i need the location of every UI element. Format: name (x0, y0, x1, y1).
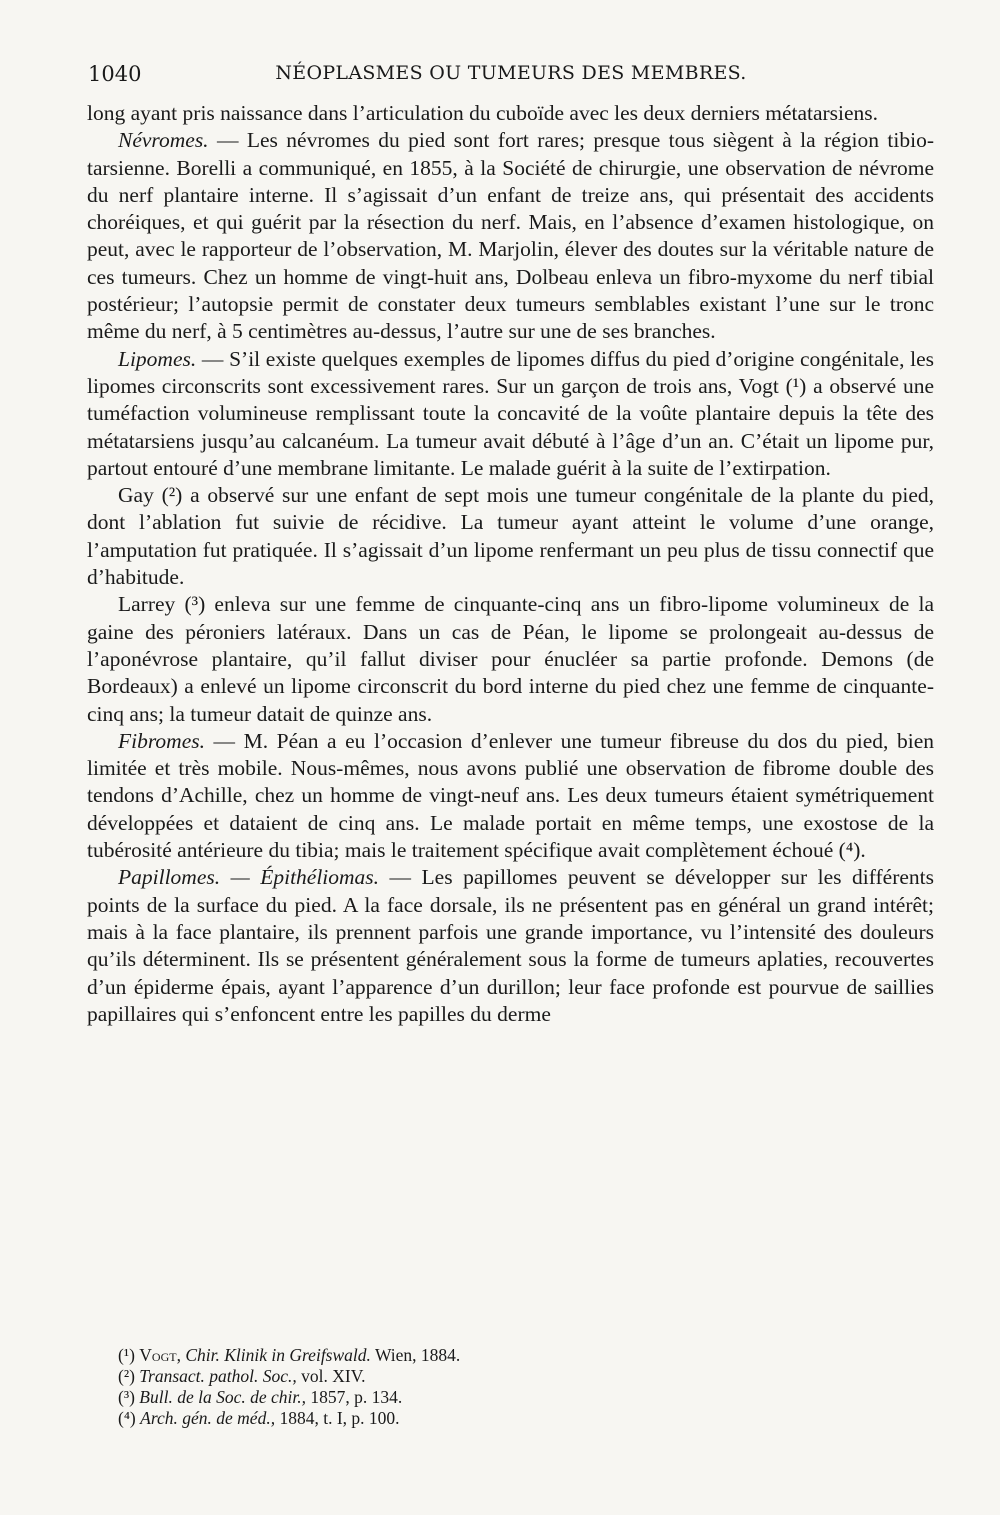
section-heading: Névromes. (118, 128, 209, 153)
paragraph-continuation: long ayant pris naissance dans l’articulation du cuboïde avec les deux derniers métatarsiens. (87, 101, 879, 125)
footnotes (118, 1345, 934, 1429)
body-text (87, 100, 934, 1028)
page-number: 1040 (88, 62, 142, 86)
paragraph-fibromes: Fibromes. — M. Péan a eu l’occasion d’enlever une tumeur fibreuse du dos du pied, bien limitée et très mobile. Nous-mêmes, nous avons publié une observation de fibrome double des tendons d’Achille, chez un homme de vingt-neuf ans. Les deux tumeurs étaient symétriquement développées et dataient de cinq ans. Le malade portait en même temps, une exostose de la tubérosité antérieure du tibia; mais le traitement spécifique avait complètement échoué (⁴). (87, 728, 934, 863)
footnote-2: (²) Transact. pathol. Soc., vol. XIV. (118, 1366, 366, 1386)
paragraph-larrey: Larrey (³) enleva sur une femme de cinquante-cinq ans un fibro-lipome volumineux de la gaine des péroniers latéraux. Dans un cas de Péan, le lipome se prolongeait au-dessus de l’aponévrose plantaire, qu’il fallut diviser pour énucléer sa partie profonde. Demons (de Bordeaux) a enlevé un lipome circonscrit du bord interne du pied chez une femme de cinquante-cinq ans; la tumeur datait de quinze ans. (87, 592, 934, 726)
footnote-3: (³) Bull. de la Soc. de chir., 1857, p. 134. (118, 1387, 403, 1407)
section-heading: Fibromes. (118, 728, 205, 753)
paragraph-papillomes: Papillomes. — Épithéliomas. — Les papillomes peuvent se développer sur les différents points de la surface du pied. A la face dorsale, ils ne présentent pas en général un grand intérêt; mais à la face plantaire, ils prennent parfois une grande importance, vu l’intensité des douleurs qu’ils déterminent. Ils se présentent généralement sous la forme de tumeurs aplaties, recouvertes d’un épiderme épais, ayant l’apparence d’un durillon; leur face profonde est pourvue de saillies papillaires qui s’enfoncent entre les papilles du derme (87, 865, 934, 1026)
paragraph-gay: Gay (²) a observé sur une enfant de sept mois une tumeur congénitale de la plante du pied, dont l’ablation fut suivie de récidive. La tumeur ayant atteint le volume d’une orange, l’amputation fut pratiquée. Il s’agissait d’un lipome renfermant un peu plus de tissu connectif que d’habitude. (87, 483, 934, 590)
section-heading: Papillomes. — Épithéliomas. (118, 865, 380, 890)
paragraph-nevromes: Névromes. — Les névromes du pied sont fort rares; presque tous siègent à la région tibio-tarsienne. Borelli a communiqué, en 1855, à la Société de chirurgie, une observation de névrome du nerf plantaire interne. Il s’agissait d’un enfant de treize ans, qui présentait des accidents choréiques, et qui guérit par la résection du nerf. Mais, en l’absence d’examen histologique, on peut, avec le rapporteur de l’observation, M. Marjolin, élever des doutes sur la véritable nature de ces tumeurs. Chez un homme de vingt-huit ans, Dolbeau enleva un fibro-myxome du nerf tibial postérieur; l’autopsie permit de constater deux tumeurs semblables existant l’une sur le tronc même du nerf, à 5 centimètres au-dessus, l’autre sur une de ses branches. (87, 128, 934, 344)
section-heading: Lipomes. (118, 346, 197, 371)
footnote-1: (¹) Vogt, Chir. Klinik in Greifswald. Wien, 1884. (118, 1345, 461, 1365)
page-header (88, 62, 934, 94)
footnote-4: (⁴) Arch. gén. de méd., 1884, t. I, p. 100. (118, 1408, 400, 1428)
paragraph-lipomes: Lipomes. — S’il existe quelques exemples de lipomes diffus du pied d’origine congénitale, les lipomes circonscrits sont excessivement rares. Sur un garçon de trois ans, Vogt (¹) a observé une tuméfaction volumineuse remplissant toute la concavité de la voûte plantaire depuis la tête des métatarsiens jusqu’au calcanéum. La tumeur avait débuté à l’âge d’un an. C’était un lipome pur, partout entouré d’une membrane limitante. Le malade guérit à la suite de l’extirpation. (87, 346, 934, 480)
running-title: NÉOPLASMES OU TUMEURS DES MEMBRES. (275, 62, 747, 84)
